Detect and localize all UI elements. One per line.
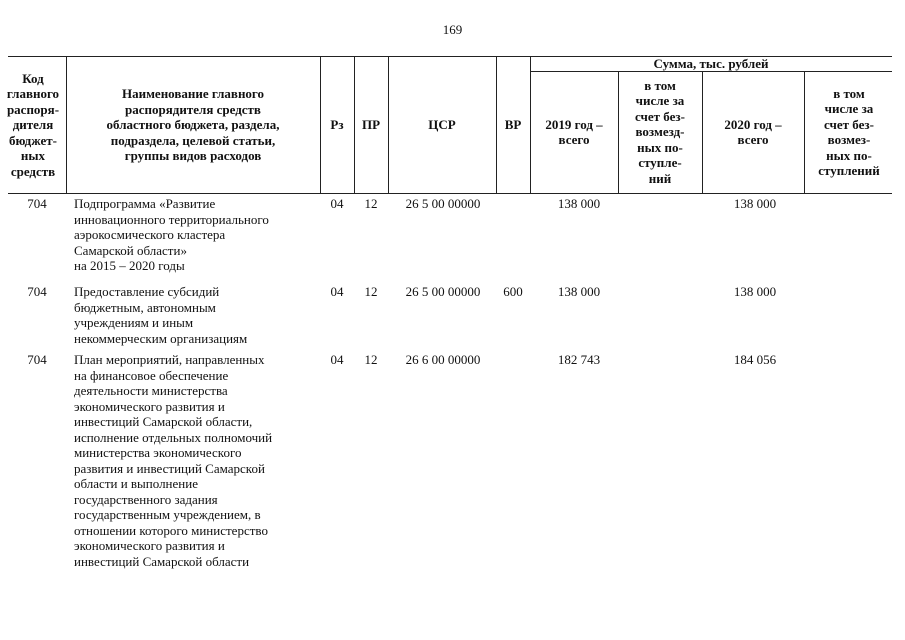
header-bottom-rule [8, 193, 892, 194]
row-rz: 04 [330, 196, 344, 211]
row-rz: 04 [330, 352, 344, 367]
row-name: Предоставление субсидий бюджетным, автономным учреждениям и иным некоммерческим организациям [74, 284, 248, 346]
row-pr: 12 [364, 352, 378, 367]
row-name: План мероприятий, направленных на финансовое обеспечение деятельности министерства экономического развития и инвестиций Самарской области, исполнение отдельных полномочий министерства экономического развития и инвестиций Самарской области и выполнение государственного задания государственным учреждением, в отношении которого министерство экономического развития и инвестиций Самарской области [74, 352, 273, 569]
header-sum: Сумма, тыс. рублей [653, 55, 769, 71]
row-csr: 26 5 00 00000 [405, 196, 481, 211]
row-pr: 12 [364, 196, 378, 211]
header-2019-free: в том числе за счет без- возмезд- ных по- ступле- ний [635, 77, 685, 186]
row-2020-total: 138 000 [733, 196, 777, 211]
row-2019-total: 182 743 [557, 352, 601, 367]
row-2019-total: 138 000 [557, 284, 601, 299]
row-rz: 04 [330, 284, 344, 299]
row-2019-total: 138 000 [557, 196, 601, 211]
header-csr: ЦСР [428, 117, 456, 133]
header-vr: ВР [504, 117, 522, 133]
row-csr: 26 6 00 00000 [405, 352, 481, 367]
row-code: 704 [27, 196, 47, 211]
header-2020-total: 2020 год – всего [724, 116, 782, 147]
row-code: 704 [27, 352, 47, 367]
header-code: Код главного распоря- дителя бюджет- ных средств [6, 70, 60, 179]
page-number: 169 [442, 22, 463, 37]
header-2020-free: в том числе за счет без- возмез- ных по- ступлений [818, 85, 880, 178]
row-vr: 600 [503, 284, 523, 299]
row-code: 704 [27, 284, 47, 299]
header-pr: ПР [361, 117, 381, 133]
header-2019-total: 2019 год – всего [545, 116, 603, 147]
row-2020-total: 138 000 [733, 284, 777, 299]
row-name: Подпрограмма «Развитие инновационного территориального аэрокосмического кластера Самарской области» на 2015 – 2020 годы [74, 196, 269, 273]
header-rz: Рз [330, 117, 344, 133]
row-2020-total: 184 056 [733, 352, 777, 367]
header-name: Наименование главного распорядителя средств областного бюджета, раздела, подраздела, целевой статьи, группы видов расходов [106, 86, 280, 164]
row-pr: 12 [364, 284, 378, 299]
row-csr: 26 5 00 00000 [405, 284, 481, 299]
